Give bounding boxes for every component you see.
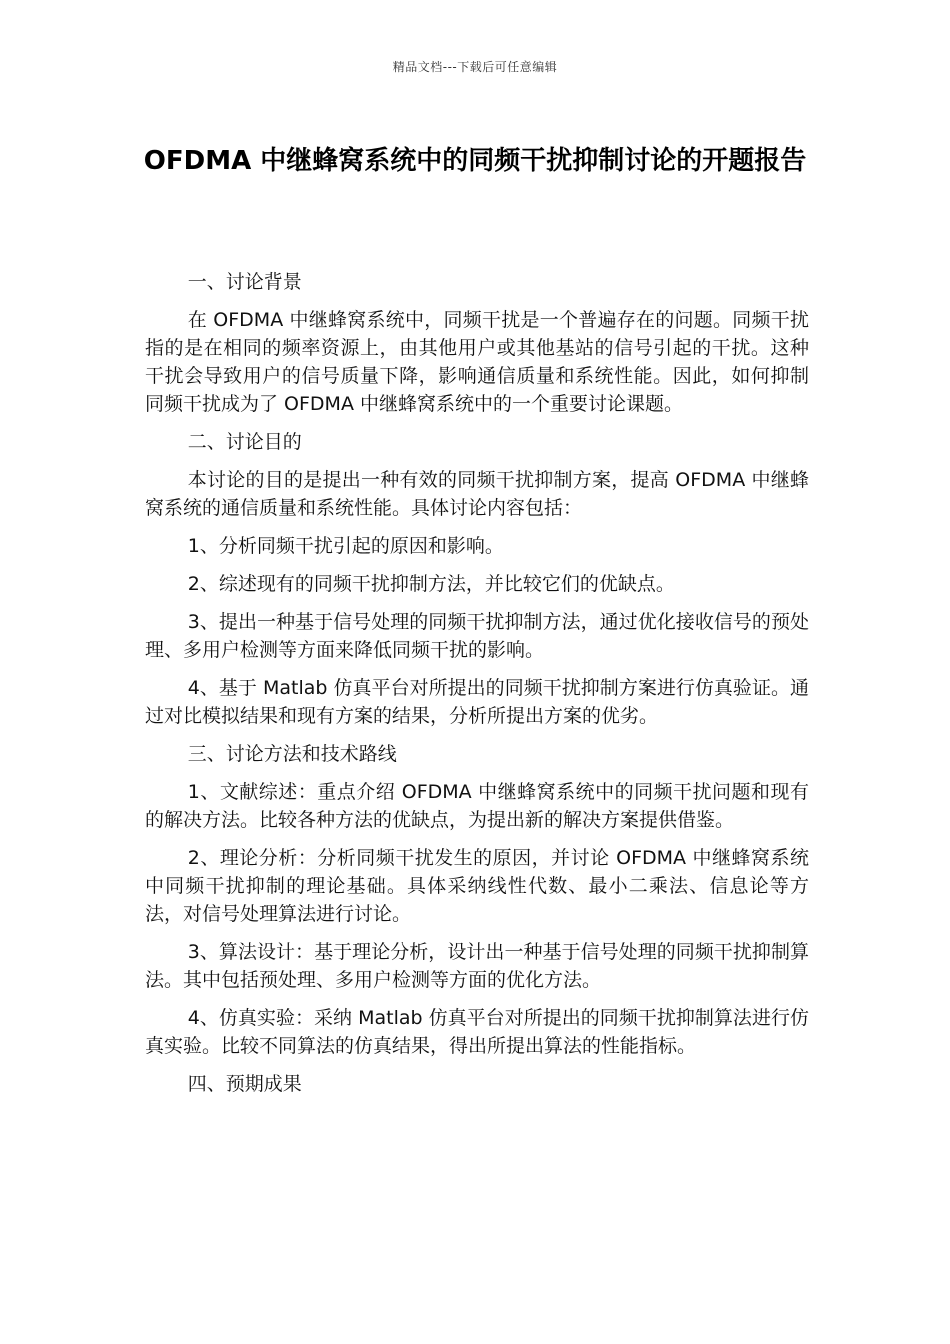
list-item-methods-2: 2、理论分析：分析同频干扰发生的原因，并讨论 OFDMA 中继蜂窝系统中同频干扰抑制的理论基础。具体采纳线性代数、最小二乘法、信息论等方法，对信号处理算法进行讨论。 xyxy=(145,847,809,925)
list-item-purpose-4: 4、基于 Matlab 仿真平台对所提出的同频干扰抑制方案进行仿真验证。通过对比模拟结果和现有方案的结果，分析所提出方案的优劣。 xyxy=(145,677,809,727)
paragraph-background: 在 OFDMA 中继蜂窝系统中，同频干扰是一个普遍存在的问题。同频干扰指的是在相同的频率资源上，由其他用户或其他基站的信号引起的干扰。这种干扰会导致用户的信号质量下降，影响通信质量和系统性能。因此，如何抑制同频干扰成为了 OFDMA 中继蜂窝系统中的一个重要讨论课题。 xyxy=(145,309,809,415)
list-item-methods-4: 4、仿真实验：采纳 Matlab 仿真平台对所提出的同频干扰抑制算法进行仿真实验。比较不同算法的仿真结果，得出所提出算法的性能指标。 xyxy=(145,1007,809,1057)
section-heading-background: 一、讨论背景 xyxy=(187,271,302,293)
document-body xyxy=(145,268,809,1108)
paragraph-purpose: 本讨论的目的是提出一种有效的同频干扰抑制方案，提高 OFDMA 中继蜂窝系统的通信质量和系统性能。具体讨论内容包括： xyxy=(145,469,809,519)
document-title: OFDMA 中继蜂窝系统中的同频干扰抑制讨论的开题报告 xyxy=(143,146,807,176)
list-item-purpose-3: 3、提出一种基于信号处理的同频干扰抑制方法，通过优化接收信号的预处理、多用户检测等方面来降低同频干扰的影响。 xyxy=(145,611,809,661)
header-note: 精品文档---下载后可任意编辑 xyxy=(392,60,558,74)
section-heading-expected-results: 四、预期成果 xyxy=(187,1073,302,1095)
section-heading-purpose: 二、讨论目的 xyxy=(187,431,302,453)
list-item-purpose-1: 1、分析同频干扰引起的原因和影响。 xyxy=(187,535,504,557)
list-item-methods-3: 3、算法设计：基于理论分析，设计出一种基于信号处理的同频干扰抑制算法。其中包括预处理、多用户检测等方面的优化方法。 xyxy=(145,941,809,991)
section-heading-methods: 三、讨论方法和技术路线 xyxy=(187,743,397,765)
list-item-purpose-2: 2、综述现有的同频干扰抑制方法，并比较它们的优缺点。 xyxy=(187,573,675,595)
list-item-methods-1: 1、文献综述：重点介绍 OFDMA 中继蜂窝系统中的同频干扰问题和现有的解决方法。比较各种方法的优缺点，为提出新的解决方案提供借鉴。 xyxy=(145,781,809,831)
